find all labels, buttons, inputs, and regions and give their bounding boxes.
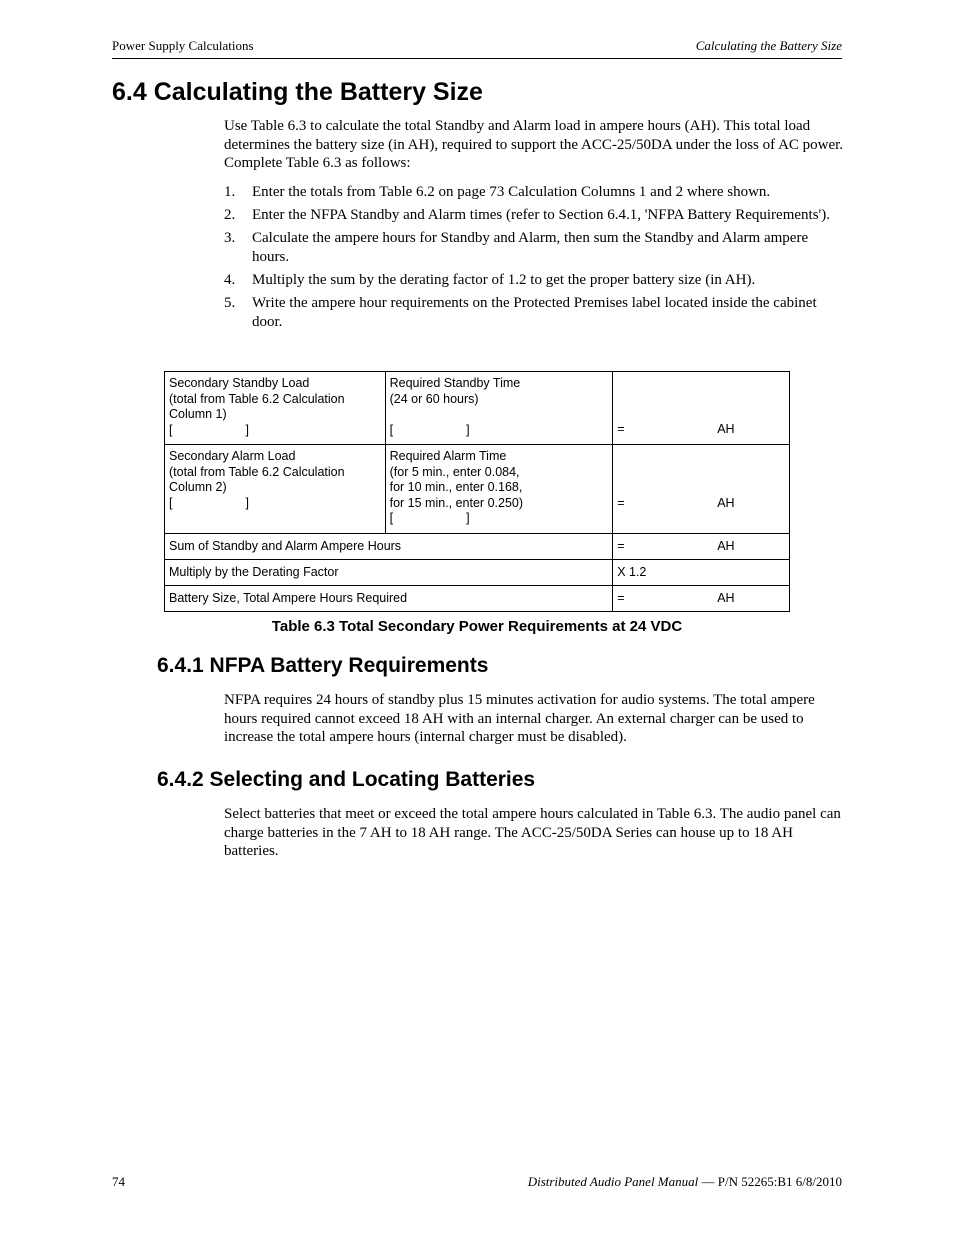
list-item: 2. Enter the NFPA Standby and Alarm times (refer to Section 6.4.1, 'NFPA Battery Requirements'). [224,207,830,223]
table-row [165,534,790,560]
page-number: 74 [112,1174,125,1189]
intro-paragraph: Use Table 6.3 to calculate the total Standby and Alarm load in ampere hours (AH). This total load determines the battery size (in AH), required to support the ACC-25/50DA under the loss of AC power. Complete Table 6.3 as follows: [224,118,844,171]
alarm-load-cell: Secondary Alarm Load (total from Table 6.2 Calculation Column 2) [ ] [165,445,386,534]
list-item: 4. Multiply the sum by the derating factor of 1.2 to get the proper battery size (in AH). [224,272,756,288]
table-row [165,372,790,445]
header-chapter: Power Supply Calculations [112,38,254,53]
alarm-load-entry[interactable]: [ ] [169,495,249,510]
sum-label-cell: Sum of Standby and Alarm Ampere Hours [165,534,613,560]
standby-load-entry[interactable]: [ ] [169,422,249,437]
list-item: 3. Calculate the ampere hours for Standby and Alarm, then sum the Standby and Alarm ampere hours. [224,230,809,265]
standby-time-cell: Required Standby Time (24 or 60 hours) [ ] [385,372,613,445]
battery-size-label-cell: Battery Size, Total Ampere Hours Required [165,586,613,612]
secondary-power-table [164,371,790,612]
nfpa-heading: 6.4.1 NFPA Battery Requirements [157,654,489,677]
table-row [165,586,790,612]
nfpa-paragraph: NFPA requires 24 hours of standby plus 15 minutes activation for audio systems. The total ampere hours required cannot exceed 18 AH with an internal charger. An external charger can be used to increase the total ampere hours (internal charger must be disabled). [224,692,815,745]
derating-factor-cell: X 1.2 [613,560,790,586]
standby-ah-cell: = AH [613,372,790,445]
list-item: 1. Enter the totals from Table 6.2 on page 73 Calculation Columns 1 and 2 where shown. [224,184,771,200]
alarm-ah-cell: = AH [613,445,790,534]
sum-ah-cell: = AH [613,534,790,560]
standby-time-entry[interactable]: [ ] [389,422,470,437]
battery-size-ah-cell: = AH [613,586,790,612]
table-row [165,560,790,586]
section-title: 6.4 Calculating the Battery Size [112,78,483,106]
header-rule [112,58,842,59]
header-section: Calculating the Battery Size [695,38,842,53]
steps-list [224,183,844,336]
alarm-time-cell: Required Alarm Time (for 5 min., enter 0.084, for 10 min., enter 0.168, for 15 min., enter 0.250) [ ] [385,445,613,534]
footer-manual-info: Distributed Audio Panel Manual — P/N 52265:B1 6/8/2010 [527,1174,842,1189]
selecting-paragraph: Select batteries that meet or exceed the total ampere hours calculated in Table 6.3. The audio panel can charge batteries in the 7 AH to 18 AH range. The ACC-25/50DA Series can house up to 18 AH batteries. [224,806,841,859]
table-caption: Table 6.3 Total Secondary Power Requirements at 24 VDC [271,618,683,635]
derating-label-cell: Multiply by the Derating Factor [165,560,613,586]
alarm-time-entry[interactable]: [ ] [389,511,470,525]
selecting-heading: 6.4.2 Selecting and Locating Batteries [157,768,536,791]
list-item: 5. Write the ampere hour requirements on the Protected Premises label located inside the cabinet door. [224,295,817,330]
standby-load-cell: Secondary Standby Load (total from Table 6.2 Calculation Column 1) [ ] [165,372,386,445]
table-row [165,445,790,534]
